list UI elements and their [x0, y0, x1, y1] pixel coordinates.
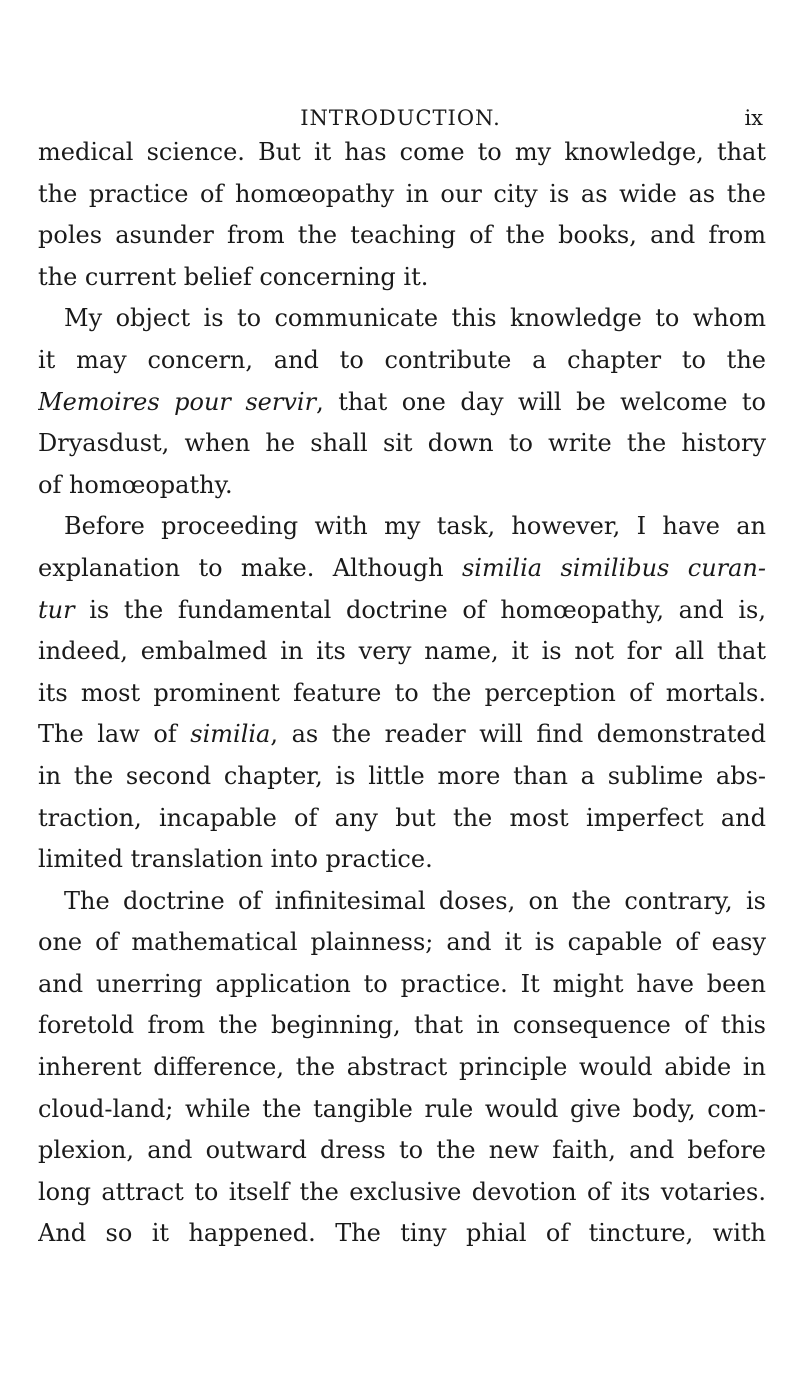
text-line: the practice of homœopathy in our city is as wide as the: [38, 179, 766, 208]
text-line: Dryasdust, when he shall sit down to write the history: [38, 429, 766, 458]
text-line: The doctrine of infinitesimal doses, on the contrary, is: [64, 886, 766, 915]
text-line: in the second chapter, is little more than a sublime abs-: [38, 761, 766, 790]
running-title: INTRODUCTION.: [300, 106, 501, 130]
text-line: inherent difference, the abstract principle would abide in: [38, 1053, 766, 1082]
text-line: plexion, and outward dress to the new faith, and before: [38, 1136, 766, 1165]
body-text: [38, 132, 766, 1255]
text-line: explanation to make. Although similia similibus curan-: [38, 553, 766, 582]
text-line: its most prominent feature to the perception of mortals.: [38, 678, 766, 707]
text-line: medical science. But it has come to my knowledge, that: [38, 138, 766, 166]
text-line: one of mathematical plainness; and it is capable of easy: [38, 928, 766, 957]
text-line: Before proceeding with my task, however, I have an: [64, 512, 766, 541]
text-line: The law of similia, as the reader will find demonstrated: [38, 720, 766, 749]
text-line: long attract to itself the exclusive devotion of its votaries.: [38, 1177, 766, 1206]
text-line: of homœopathy.: [38, 470, 233, 499]
text-line: indeed, embalmed in its very name, it is not for all that: [38, 637, 766, 666]
text-line: poles asunder from the teaching of the books, and from: [38, 221, 766, 250]
text-line: Memoires pour servir, that one day will be welcome to: [38, 387, 766, 416]
text-line: it may concern, and to contribute a chapter to the: [38, 345, 766, 374]
text-line: traction, incapable of any but the most imperfect and: [38, 803, 766, 832]
text-line: And so it happened. The tiny phial of tincture, with: [38, 1219, 766, 1248]
text-line: foretold from the beginning, that in consequence of this: [38, 1011, 766, 1040]
text-line: the current belief concerning it.: [38, 262, 429, 291]
text-line: and unerring application to practice. It might have been: [38, 969, 766, 998]
text-line: limited translation into practice.: [38, 845, 433, 874]
text-line: My object is to communicate this knowledge to whom: [64, 304, 766, 333]
page-number: ix: [744, 106, 763, 130]
text-line: tur is the fundamental doctrine of homœopathy, and is,: [38, 595, 766, 624]
text-line: cloud-land; while the tangible rule would give body, com-: [38, 1094, 766, 1123]
